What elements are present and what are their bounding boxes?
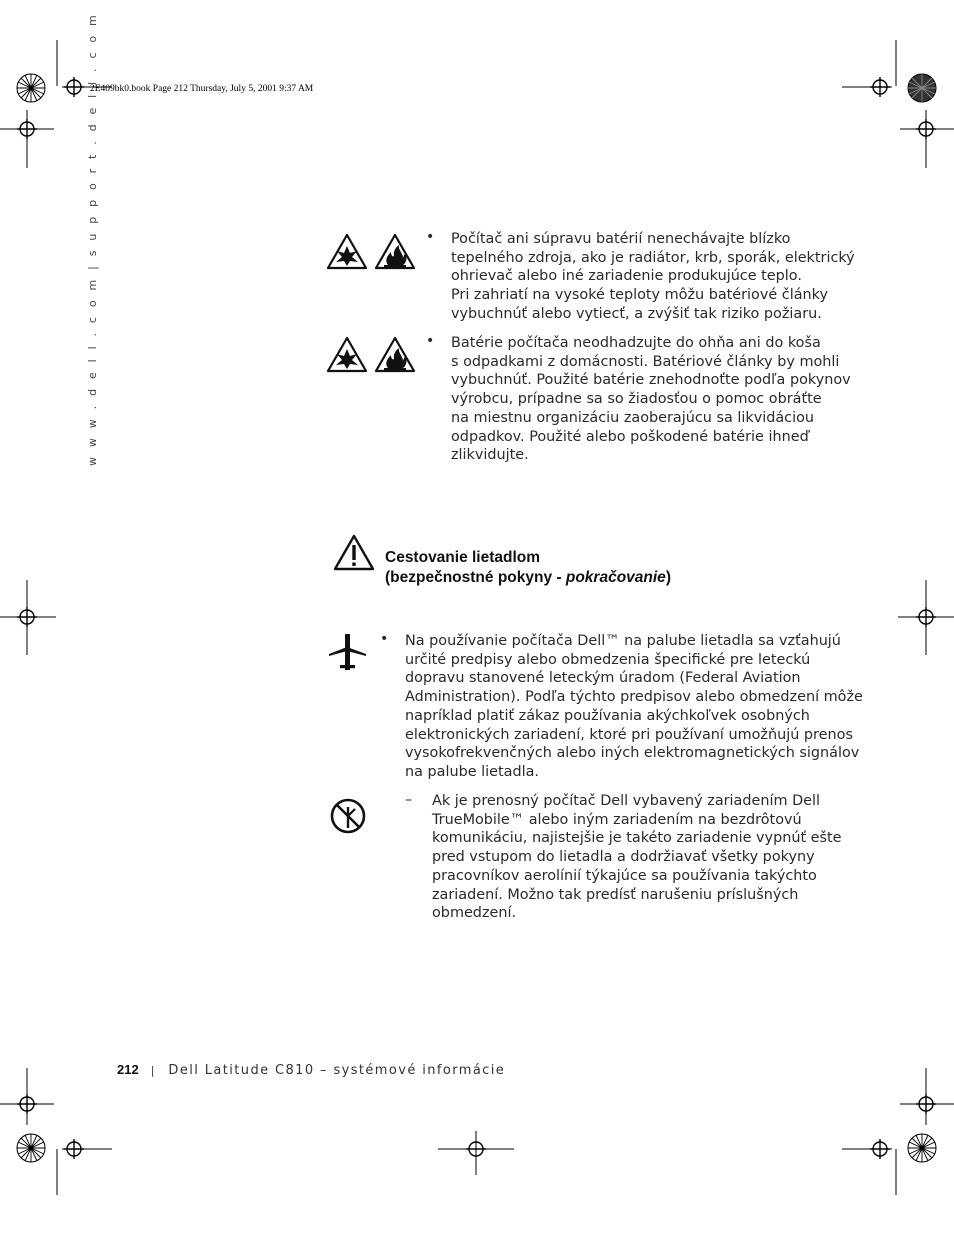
text-line: zariadení. Možno tak predísť narušeniu príslušných [432, 886, 799, 903]
text-line: ohrievač alebo iné zariadenie produkujúce teplo. [451, 268, 802, 285]
warning-text-2 [451, 334, 851, 465]
text-line: napríklad platiť zákaz používania akýchkoľvek osobných [405, 707, 810, 724]
side-url-text: w w w . d e l l . c o m | s u p p o r t . d e l l . c o m [86, 12, 99, 466]
text-line: Na používanie počítača Dell™ na palube lietadla sa vzťahujú [405, 633, 841, 649]
text-line: Počítač ani súpravu batérií nenechávajte blízko [451, 231, 791, 247]
text-line: odpadkov. Použité alebo poškodené batérie ihneď [451, 428, 809, 445]
bullet-item-3: • [380, 631, 389, 647]
bullet-item-2: • [426, 333, 435, 349]
page-number: 212 [117, 1062, 139, 1077]
fire-warning-icon [376, 338, 414, 371]
warning-icons-group [326, 233, 418, 271]
explosion-warning-icon [328, 338, 366, 371]
text-line: vybuchnúť alebo vytiecť, a zvýšiť tak riziko požiaru. [451, 305, 822, 322]
text-line: komunikáciu, najistejšie je takéto zariadenie vypnúť ešte [432, 830, 842, 847]
text-line: vybuchnúť. Použité batérie znehodnoťte podľa pokynov [451, 372, 851, 389]
heading-suffix: ) [665, 569, 671, 586]
wireless-text [432, 792, 842, 923]
text-line: Ak je prenosný počítač Dell vybavený zariadením Dell [432, 793, 821, 809]
heading-italic: pokračovanie [565, 569, 666, 586]
airplane-text [405, 632, 863, 782]
text-line: obmedzení. [432, 905, 517, 922]
airplane-icon [328, 632, 368, 672]
heading-prefix: (bezpečnostné pokyny - [385, 569, 566, 586]
dash-item: – [405, 792, 412, 808]
warning-text-1 [451, 230, 855, 324]
text-line: Pri zahriatí na vysoké teploty môžu batériové články [451, 287, 828, 304]
warning-icons-group [326, 336, 418, 374]
fire-warning-icon [376, 235, 414, 268]
heading-line-1: Cestovanie lietadlom [385, 549, 541, 566]
text-line: tepelného zdroja, ako je radiátor, krb, sporák, elektrický [451, 249, 855, 266]
explosion-warning-icon [328, 235, 366, 268]
text-line: výrobcu, prípadne sa so žiadosťou o pomoc obráťte [451, 391, 822, 408]
section-heading [385, 548, 671, 588]
text-line: zlikvidujte. [451, 447, 529, 464]
text-line: pred vstupom do lietadla a dodržiavať všetky pokyny [432, 849, 815, 866]
text-line: vysokofrekvenčných alebo iných elektromagnetických signálov [405, 745, 860, 762]
print-header-line: 2E409bk0.book Page 212 Thursday, July 5, 2001 9:37 AM [90, 84, 314, 94]
text-line: na palube lietadla. [405, 763, 539, 780]
text-line: na miestnu organizáciu zaoberajúcu sa likvidáciou [451, 409, 815, 426]
text-line: TrueMobile™ alebo iným zariadením na bezdrôtovú [432, 811, 802, 828]
page-footer [117, 1062, 505, 1078]
text-line: dopravu stanovené leteckým úradom (Federal Aviation [405, 670, 801, 687]
text-line: Batérie počítača neodhadzujte do ohňa ani do koša [451, 335, 821, 351]
text-line: s odpadkami z domácnosti. Batériové články by mohli [451, 353, 840, 370]
text-line: Administration). Podľa týchto predpisov alebo obmedzení môže [405, 689, 863, 706]
footer-title: Dell Latitude C810 – systémové informácie [168, 1063, 506, 1078]
text-line: elektronických zariadení, ktoré pri používaní umožňujú prenos [405, 726, 853, 743]
text-line: určité predpisy alebo obmedzenia špecifické pre leteckú [405, 651, 811, 668]
text-line: pracovníkov aerolínií týkajúce sa používania takýchto [432, 867, 817, 884]
bullet-item-1: • [426, 229, 435, 245]
heading-line-2 [385, 568, 671, 588]
no-wireless-icon [329, 797, 367, 835]
caution-triangle-icon [333, 534, 375, 572]
footer-separator: | [150, 1064, 155, 1077]
